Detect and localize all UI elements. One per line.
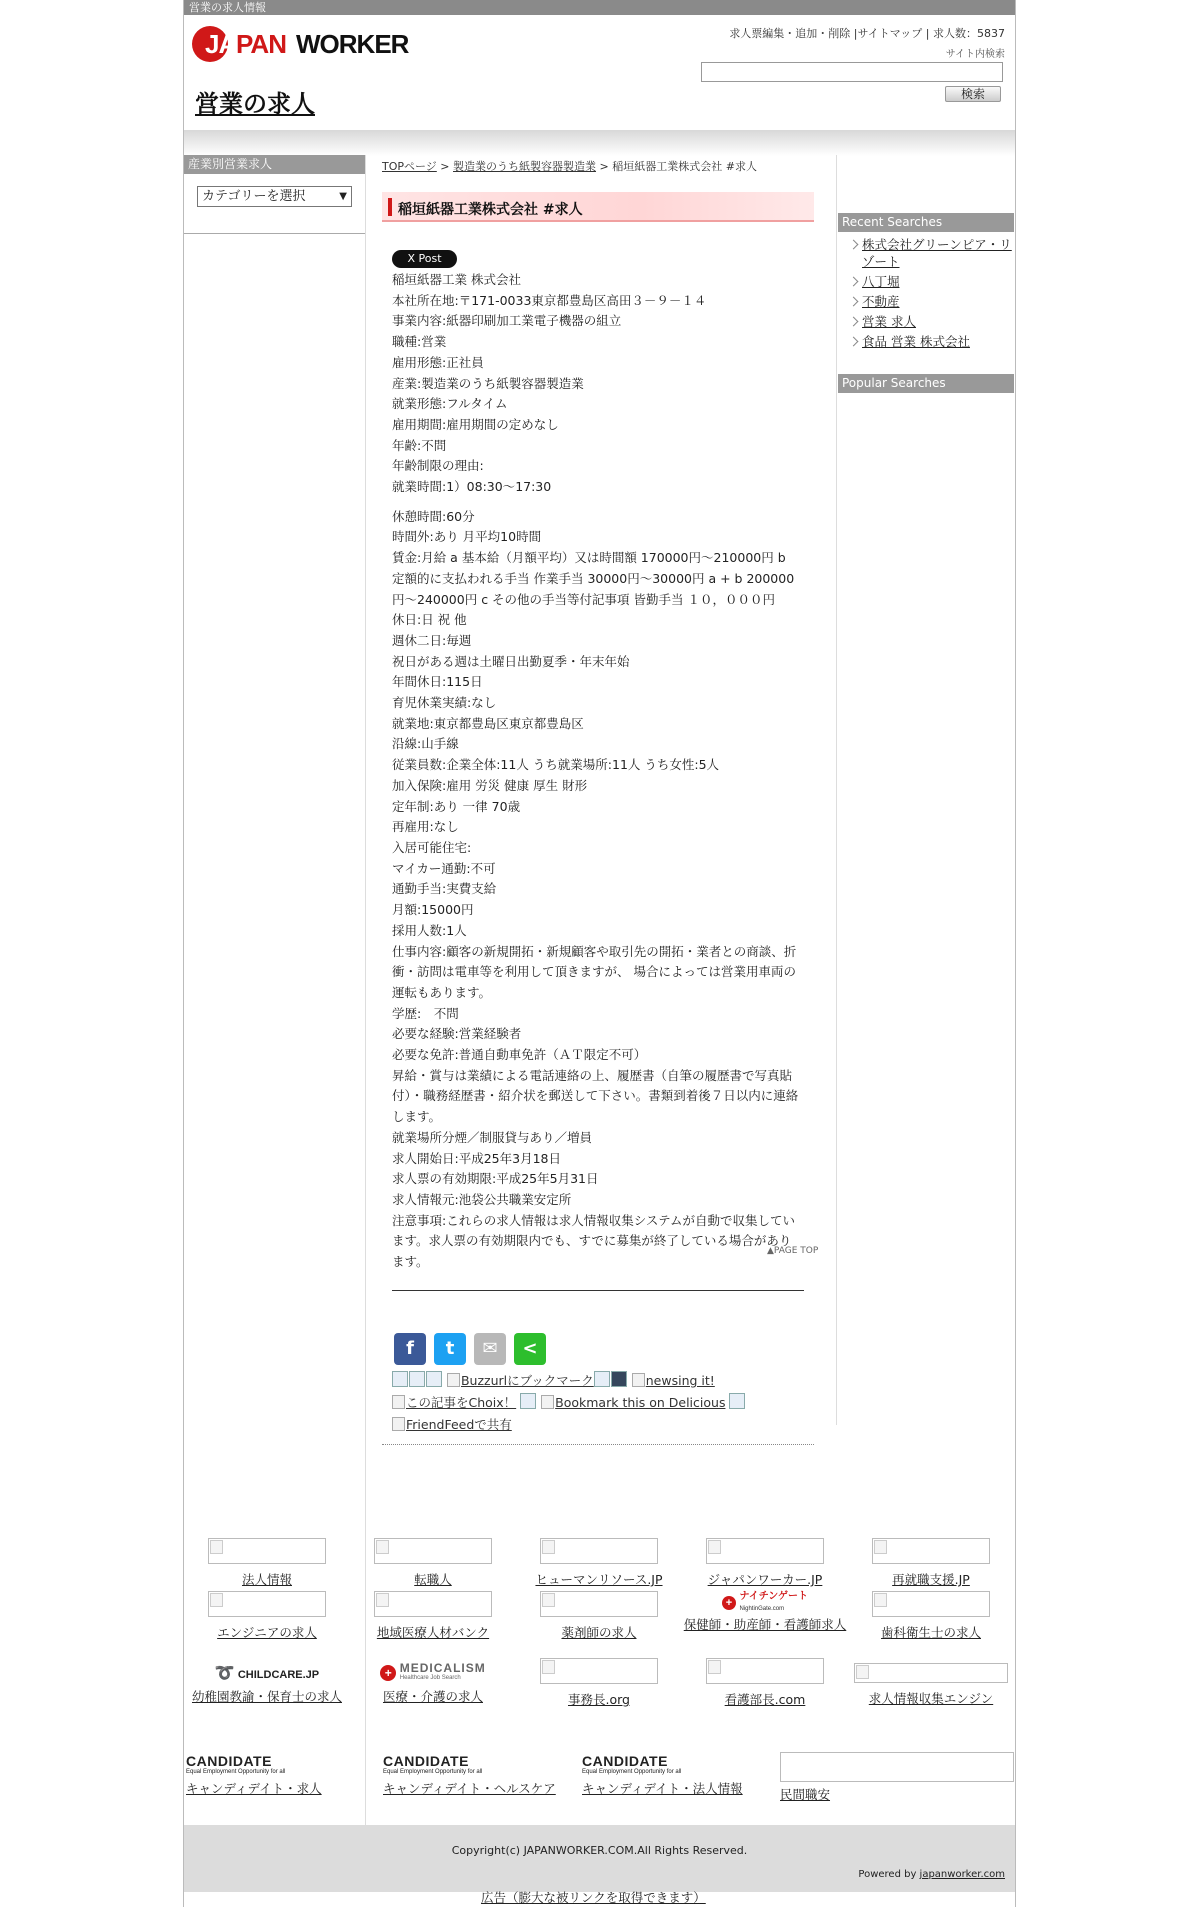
partner-link[interactable] bbox=[184, 1538, 350, 1588]
footer bbox=[184, 1825, 1015, 1892]
candidate-logo bbox=[582, 1754, 743, 1776]
recent-searches bbox=[838, 213, 1014, 353]
industry-header: 産業別営業求人 bbox=[184, 155, 365, 174]
search-label: サイト内検索 bbox=[945, 49, 1005, 60]
partner-banner bbox=[706, 1538, 824, 1564]
job-detail-line: 必要な免許:普通自動車免許（ＡＴ限定不可） bbox=[392, 1047, 647, 1063]
breadcrumb bbox=[382, 158, 822, 174]
partner-link[interactable] bbox=[186, 1754, 322, 1797]
job-detail-line: 採用人数:1人 bbox=[392, 922, 467, 938]
partner-link-label[interactable]: 転職人 bbox=[414, 1572, 452, 1587]
column-divider bbox=[836, 155, 837, 1425]
job-detail-line: 職種:営業 bbox=[392, 334, 447, 350]
cross-icon: + bbox=[722, 1596, 736, 1610]
newsing-link[interactable] bbox=[632, 1373, 715, 1388]
job-detail-line: 加入保険:雇用 労災 健康 厚生 財形 bbox=[392, 777, 588, 793]
job-detail-line: 事業内容:紙器印刷加工業電子機器の組立 bbox=[392, 313, 622, 329]
job-detail-line: 本社所在地:〒171-0033東京都豊島区高田３－９－１４ bbox=[392, 292, 707, 308]
partner-banner bbox=[374, 1538, 492, 1564]
recent-searches-header: Recent Searches bbox=[838, 213, 1014, 232]
partner-link-label[interactable]: 歯科衛生士の求人 bbox=[880, 1625, 981, 1640]
partner-link[interactable] bbox=[516, 1538, 682, 1588]
job-detail-line: 賃金:月給 a 基本給（月額平均）又は時間額 170000円〜210000円 b 定額的に支払われる手当 作業手当 30000円〜30000円 a + b 200000円〜240000円 c その他の手当等付記事項 皆勤手当 １０，０００円 bbox=[392, 550, 795, 607]
breadcrumb-separator: > bbox=[436, 160, 454, 173]
partner-banner bbox=[374, 1591, 492, 1617]
job-detail-line: 仕事内容:顧客の新規開拓・新規顧客や取引先の開拓・業者との商談、折衝・訪問は電車等を利用して頂きますが、 場合によっては営業用車両の運転もあります。 bbox=[392, 943, 797, 1000]
partner-link[interactable] bbox=[184, 1591, 350, 1641]
partner-link-label[interactable]: 再就職支援.JP bbox=[892, 1572, 970, 1587]
candidate-logo-sub: Equal Employment Opportunity for all bbox=[582, 1769, 682, 1775]
broken-image-icon bbox=[541, 1395, 554, 1409]
divider bbox=[184, 233, 365, 234]
partner-link-label[interactable]: ジャパンワーカー.JP bbox=[707, 1572, 823, 1587]
partner-link-label[interactable]: 法人情報 bbox=[241, 1572, 292, 1587]
job-detail-line: 就業場所分煙／制服貸与あり／増員 bbox=[392, 1129, 593, 1145]
partner-banner bbox=[540, 1591, 658, 1617]
category-select[interactable] bbox=[197, 186, 352, 207]
partner-link-label[interactable]: ヒューマンリソース.JP bbox=[535, 1572, 663, 1587]
search-button[interactable]: 検索 bbox=[945, 86, 1001, 102]
partner-link[interactable] bbox=[582, 1754, 743, 1797]
post-title-bar bbox=[382, 192, 814, 222]
broken-image-icon bbox=[447, 1373, 460, 1387]
job-detail-line: 休憩時間:60分 bbox=[392, 508, 475, 524]
job-details bbox=[392, 270, 802, 1273]
tumblr-icon[interactable] bbox=[611, 1371, 627, 1387]
partner-link-label[interactable]: キャンディデイト・ヘルスケア bbox=[383, 1781, 556, 1796]
recent-search-item[interactable] bbox=[850, 333, 1014, 350]
job-detail-line: 祝日がある週は土曜日出勤夏季・年末年始 bbox=[392, 653, 630, 669]
job-detail-line: 月額:15000円 bbox=[392, 902, 474, 918]
job-detail-line: 年間休日:115日 bbox=[392, 674, 483, 690]
partner-link[interactable] bbox=[383, 1754, 556, 1797]
job-detail-line: 雇用期間:雇用期間の定めなし bbox=[392, 416, 559, 432]
yahoo-bookmark-icon[interactable] bbox=[426, 1371, 442, 1387]
partner-banner bbox=[208, 1538, 326, 1564]
recent-search-link[interactable]: 不動産 bbox=[862, 294, 900, 309]
job-detail-line: マイカー通勤:不可 bbox=[392, 860, 496, 876]
divider bbox=[392, 1290, 804, 1291]
buzzurl-link[interactable] bbox=[447, 1373, 594, 1388]
job-detail-line: 求人情報元:池袋公共職業安定所 bbox=[392, 1191, 572, 1207]
job-detail-line: 週休二日:毎週 bbox=[392, 632, 472, 648]
candidate-logo bbox=[186, 1754, 322, 1776]
partner-link[interactable] bbox=[682, 1658, 848, 1708]
job-details-group bbox=[392, 270, 802, 498]
title-accent bbox=[388, 198, 392, 216]
recent-search-item[interactable] bbox=[850, 293, 1014, 310]
partner-banner bbox=[540, 1658, 658, 1684]
recent-search-item[interactable] bbox=[850, 273, 1014, 290]
partner-link[interactable] bbox=[682, 1591, 848, 1634]
candidate-logo-text: CANDIDATE bbox=[582, 1753, 668, 1769]
job-detail-line: 入居可能住宅: bbox=[392, 839, 472, 855]
bookmark-links bbox=[392, 1370, 772, 1436]
powered-by-link[interactable]: japanworker.com bbox=[919, 1869, 1005, 1880]
top-bar: 営業の求人情報 bbox=[184, 0, 1015, 15]
partner-link[interactable] bbox=[184, 1663, 350, 1705]
medicalism-logo bbox=[350, 1663, 516, 1685]
partner-banner bbox=[208, 1591, 326, 1617]
recent-search-item[interactable] bbox=[850, 236, 1014, 270]
header-band bbox=[184, 130, 1015, 156]
partner-link-label[interactable]: 幼稚園教諭・保育士の求人 bbox=[191, 1689, 342, 1704]
google-bookmark-icon[interactable] bbox=[520, 1393, 536, 1409]
chevron-down-icon: ▼ bbox=[339, 191, 347, 202]
job-detail-line: 通勤手当:実費支給 bbox=[392, 881, 497, 897]
choix-link[interactable] bbox=[392, 1395, 516, 1410]
breadcrumb-home[interactable]: TOPページ bbox=[382, 160, 437, 173]
job-detail-line: 求人票の有効期限:平成25年5月31日 bbox=[392, 1171, 599, 1187]
partner-banner bbox=[872, 1538, 990, 1564]
job-detail-line: 定年制:あり 一律 70歳 bbox=[392, 798, 521, 814]
swoosh-icon: ➰ bbox=[214, 1665, 235, 1682]
job-detail-line: 雇用形態:正社員 bbox=[392, 354, 484, 370]
partner-link[interactable] bbox=[350, 1663, 516, 1705]
recent-searches-list bbox=[838, 236, 1014, 350]
buzzurl-label: Buzzurlにブックマーク bbox=[460, 1373, 594, 1388]
partner-link-label[interactable]: 事務長.org bbox=[568, 1692, 630, 1707]
partner-link-label[interactable]: キャンディデイト・法人情報 bbox=[582, 1781, 743, 1796]
top-links[interactable]: 求人票編集・追加・削除 |サイトマップ | 求人数：5837 bbox=[729, 27, 1005, 40]
breadcrumb-category[interactable]: 製造業のうち紙製容器製造業 bbox=[453, 160, 597, 173]
page-top-link[interactable]: ▲PAGE TOP bbox=[767, 1246, 819, 1256]
partner-link[interactable] bbox=[350, 1538, 516, 1588]
job-detail-line: 必要な経験:営業経験者 bbox=[392, 1026, 522, 1042]
twitter-share-icon[interactable]: t bbox=[434, 1333, 466, 1365]
broken-image-icon bbox=[632, 1373, 645, 1387]
job-detail-line: 再雇用:なし bbox=[392, 819, 459, 835]
partner-link-label[interactable]: 民間職安 bbox=[780, 1787, 831, 1802]
nightingate-logo bbox=[682, 1591, 848, 1613]
recent-search-link[interactable]: 食品 営業 株式会社 bbox=[862, 334, 970, 349]
job-detail-line: 昇給・賞与は業績による電話連絡の上、履歴書（自筆の履歴書で写真貼付）・職務経歴書・紹介状を郵送して下さい。書類到着後７日以内に連絡します。 bbox=[392, 1067, 799, 1125]
candidate-logo bbox=[383, 1754, 556, 1776]
partner-link[interactable] bbox=[516, 1591, 682, 1641]
partner-banner bbox=[780, 1752, 1014, 1782]
broken-image-icon bbox=[392, 1417, 405, 1431]
friendfeed-label: FriendFeedで共有 bbox=[406, 1417, 512, 1432]
popular-searches bbox=[838, 374, 1014, 393]
job-detail-line: 注意事項:これらの求人情報は求人情報収集システムが自動で収集しています。求人票の有効期限内でも、すでに募集が終了している場合があります。 bbox=[392, 1212, 795, 1270]
share-icon[interactable]: < bbox=[514, 1333, 546, 1365]
partner-link-label[interactable]: エンジニアの求人 bbox=[217, 1625, 317, 1640]
twitter-icon[interactable] bbox=[594, 1371, 610, 1387]
nightingate-logo-text: ナイチンゲート bbox=[739, 1591, 809, 1602]
candidate-logo-sub: Equal Employment Opportunity for all bbox=[383, 1769, 483, 1775]
spacer bbox=[392, 498, 802, 507]
job-detail-line: 就業時間:1）08:30〜17:30 bbox=[392, 479, 552, 495]
partner-banner bbox=[854, 1663, 1008, 1683]
delicious-label: Bookmark this on Delicious bbox=[555, 1395, 726, 1410]
dotted-divider bbox=[382, 1444, 814, 1445]
job-detail-line: 従業員数:企業全体:11人 うち就業場所:11人 うち女性:5人 bbox=[392, 757, 720, 773]
nightingate-logo-sub: NightinGate.com bbox=[739, 1606, 785, 1612]
recent-search-link[interactable]: 株式会社グリーンピア・リゾート bbox=[862, 237, 1012, 269]
medicalism-logo-text: MEDICALISM bbox=[399, 1661, 486, 1675]
livedoor-clip-icon[interactable] bbox=[409, 1371, 425, 1387]
powered-by bbox=[858, 1869, 1005, 1880]
search-input[interactable] bbox=[701, 62, 1003, 82]
copyright: Copyright(c) JAPANWORKER.COM.All Rights Reserved. bbox=[451, 1844, 748, 1857]
logo-pan: PAN bbox=[236, 29, 286, 59]
popular-searches-header: Popular Searches bbox=[838, 374, 1014, 393]
job-detail-line: 沿線:山手線 bbox=[392, 736, 459, 752]
job-detail-line: 年齢制限の理由: bbox=[392, 458, 484, 474]
job-detail-line: 就業形態:フルタイム bbox=[392, 396, 508, 412]
partner-banner bbox=[706, 1658, 824, 1684]
category-select-value: カテゴリーを選択 bbox=[202, 189, 306, 204]
site-title[interactable]: 営業の求人 bbox=[195, 90, 315, 118]
childcare-logo-text: CHILDCARE.JP bbox=[237, 1669, 320, 1681]
job-detail-line: 時間外:あり 月平均10時間 bbox=[392, 529, 542, 545]
broken-image-icon bbox=[392, 1395, 405, 1409]
choix-label: この記事をChoix！ bbox=[406, 1395, 517, 1410]
partner-banner bbox=[872, 1591, 990, 1617]
partner-link-label[interactable]: 地域医療人材バンク bbox=[376, 1625, 490, 1640]
candidate-logo-text: CANDIDATE bbox=[383, 1753, 469, 1769]
job-detail-line: 就業地:東京都豊島区東京都豊島区 bbox=[392, 715, 584, 731]
ad-link[interactable]: 広告（膨大な被リンクを取得できます） bbox=[481, 1890, 706, 1905]
partner-link[interactable] bbox=[848, 1591, 1014, 1641]
job-detail-line: 休日:日 祝 他 bbox=[392, 612, 467, 628]
medicalism-logo-sub: Healthcare Job Search bbox=[399, 1675, 461, 1681]
partner-link-label[interactable]: 保健師・助産師・看護師求人 bbox=[683, 1617, 847, 1632]
facebook-share-icon[interactable]: f bbox=[394, 1333, 426, 1365]
partner-link[interactable] bbox=[848, 1538, 1014, 1588]
breadcrumb-current: 稲垣紙器工業株式会社 #求人 bbox=[612, 160, 757, 173]
partner-link-label[interactable]: 看護部長.com bbox=[724, 1692, 806, 1707]
partner-link[interactable] bbox=[516, 1658, 682, 1708]
friendfeed-link[interactable] bbox=[392, 1417, 512, 1432]
partner-link-label[interactable]: 医療・介護の求人 bbox=[382, 1689, 483, 1704]
recent-search-link[interactable]: 営業 求人 bbox=[862, 314, 916, 329]
newsing-label: newsing it! bbox=[645, 1373, 715, 1388]
job-detail-line: 年齢:不問 bbox=[392, 437, 447, 453]
page-wrapper bbox=[183, 0, 1016, 1907]
partner-link-label[interactable]: 薬剤師の求人 bbox=[561, 1625, 637, 1640]
bookmark-icon[interactable] bbox=[729, 1393, 745, 1409]
partner-link[interactable] bbox=[682, 1538, 848, 1588]
cross-icon: + bbox=[380, 1665, 396, 1681]
job-detail-line: 学歴: 不問 bbox=[392, 1005, 459, 1021]
powered-by-prefix: Powered by bbox=[858, 1869, 920, 1880]
job-detail-line: 産業:製造業のうち紙製容器製造業 bbox=[392, 375, 584, 391]
x-post-button[interactable]: X Post bbox=[392, 250, 457, 268]
partner-link[interactable] bbox=[780, 1752, 1014, 1803]
mail-share-icon[interactable]: ✉ bbox=[474, 1333, 506, 1365]
partner-banner bbox=[540, 1538, 658, 1564]
logo-ja: JA bbox=[205, 29, 237, 59]
candidate-logo-sub: Equal Employment Opportunity for all bbox=[186, 1769, 286, 1775]
breadcrumb-separator: > bbox=[596, 160, 613, 173]
recent-search-link[interactable]: 八丁堀 bbox=[862, 274, 900, 289]
job-detail-line: 求人開始日:平成25年3月18日 bbox=[392, 1150, 561, 1166]
childcare-logo bbox=[184, 1663, 350, 1685]
logo-worker: WORKER bbox=[296, 29, 409, 59]
job-detail-line: 稲垣紙器工業 株式会社 bbox=[392, 272, 521, 287]
hatena-bookmark-icon[interactable] bbox=[392, 1371, 408, 1387]
partner-link[interactable] bbox=[848, 1663, 1014, 1707]
partner-link[interactable] bbox=[350, 1591, 516, 1641]
delicious-link[interactable] bbox=[541, 1395, 725, 1410]
job-details-group bbox=[392, 507, 802, 1273]
post-title: 稲垣紙器工業株式会社 #求人 bbox=[398, 202, 583, 218]
partner-link-label[interactable]: キャンディデイト・求人 bbox=[186, 1781, 322, 1796]
recent-search-item[interactable] bbox=[850, 313, 1014, 330]
candidate-logo-text: CANDIDATE bbox=[186, 1753, 272, 1769]
job-detail-line: 育児休業実績:なし bbox=[392, 695, 497, 711]
partner-link-label[interactable]: 求人情報収集エンジン bbox=[868, 1691, 994, 1706]
